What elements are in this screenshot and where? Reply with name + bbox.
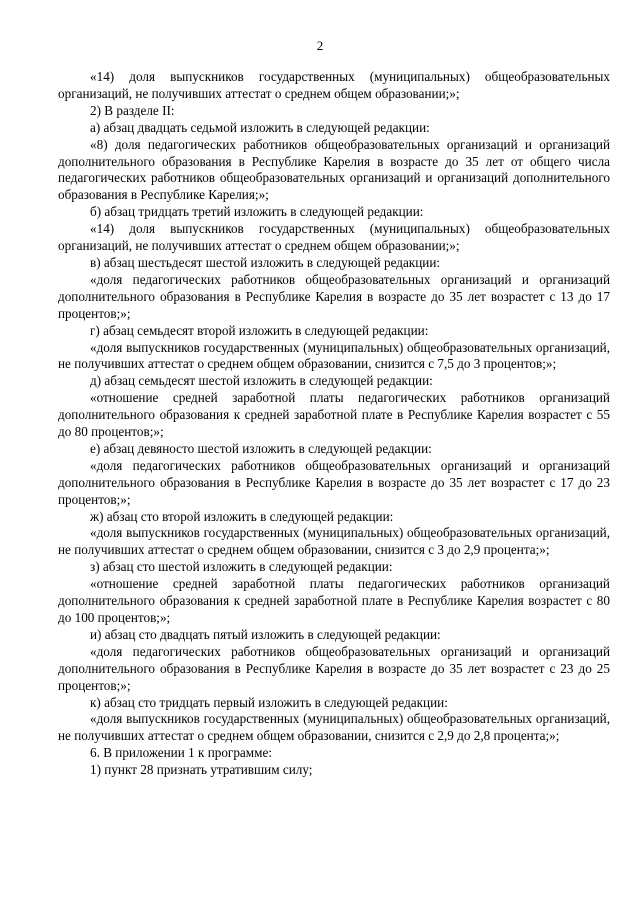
- paragraph: 6. В приложении 1 к программе:: [90, 745, 272, 761]
- paragraph: а) абзац двадцать седьмой изложить в следующей редакции:: [90, 119, 430, 135]
- page-number: 2: [316, 38, 324, 53]
- paragraph: г) абзац семьдесят второй изложить в следующей редакции:: [90, 322, 429, 338]
- paragraph: «отношение средней заработной платы педагогических работников организаций дополнительного образования к средней заработной плате в Республике Карелия возрастет с 55 до 80 процентов;»;: [58, 390, 610, 440]
- paragraph: «доля педагогических работников общеобразовательных организаций и организаций дополнительного образования в Республике Карелия в возрасте до 35 лет возрастет с 23 до 25 процентов;»;: [58, 643, 610, 693]
- paragraph: 1) пункт 28 признать утратившим силу;: [90, 762, 313, 778]
- paragraph: и) абзац сто двадцать пятый изложить в следующей редакции:: [90, 626, 441, 642]
- paragraph: к) абзац сто тридцать первый изложить в следующей редакции:: [90, 694, 448, 710]
- paragraph: б) абзац тридцать третий изложить в следующей редакции:: [90, 204, 424, 220]
- paragraph: «доля выпускников государственных (муниципальных) общеобразовательных организаций, не получивших аттестат о среднем общем образовании, снизится с 7,5 до 3 процентов;»;: [58, 339, 610, 372]
- paragraph: ж) абзац сто второй изложить в следующей редакции:: [90, 508, 394, 524]
- paragraph: в) абзац шестьдесят шестой изложить в следующей редакции:: [90, 254, 441, 270]
- paragraph: «14) доля выпускников государственных (муниципальных) общеобразовательных организаций, не получивших аттестат о среднем общем образовании;»;: [58, 221, 610, 254]
- paragraph: «доля педагогических работников общеобразовательных организаций и организаций дополнительного образования в Республике Карелия в возрасте до 35 лет возрастет с 17 до 23 процентов;»;: [58, 457, 610, 507]
- paragraph: е) абзац девяносто шестой изложить в следующей редакции:: [90, 440, 432, 456]
- paragraph: 2) В разделе II:: [90, 102, 175, 118]
- paragraph: «доля педагогических работников общеобразовательных организаций и организаций дополнительного образования в Республике Карелия в возрасте до 35 лет возрастет с 13 до 17 процентов;»;: [58, 271, 610, 321]
- paragraph: «8) доля педагогических работников общеобразовательных организаций и организаций дополнительного образования в Республике Карелия в возрасте до 35 лет от общего числа педагогических работников общеобразовательных организаций и организаций дополнительного образования в Республике Карелия;»;: [58, 136, 610, 203]
- paragraph: «14) доля выпускников государственных (муниципальных) общеобразовательных организаций, не получивших аттестат о среднем общем образовании;»;: [58, 69, 610, 101]
- paragraph: «отношение средней заработной платы педагогических работников организаций дополнительного образования к средней заработной плате в Республике Карелия возрастет с 80 до 100 процентов;»;: [58, 576, 610, 625]
- paragraph: «доля выпускников государственных (муниципальных) общеобразовательных организаций, не получивших аттестат о среднем общем образовании, снизится с 2,9 до 2,8 процента;»;: [58, 711, 610, 744]
- paragraph: з) абзац сто шестой изложить в следующей редакции:: [90, 559, 393, 575]
- document-body: [58, 69, 610, 779]
- paragraph: д) абзац семьдесят шестой изложить в следующей редакции:: [90, 373, 433, 389]
- paragraph: «доля выпускников государственных (муниципальных) общеобразовательных организаций, не получивших аттестат о среднем общем образовании, снизится с 3 до 2,9 процента;»;: [58, 525, 610, 558]
